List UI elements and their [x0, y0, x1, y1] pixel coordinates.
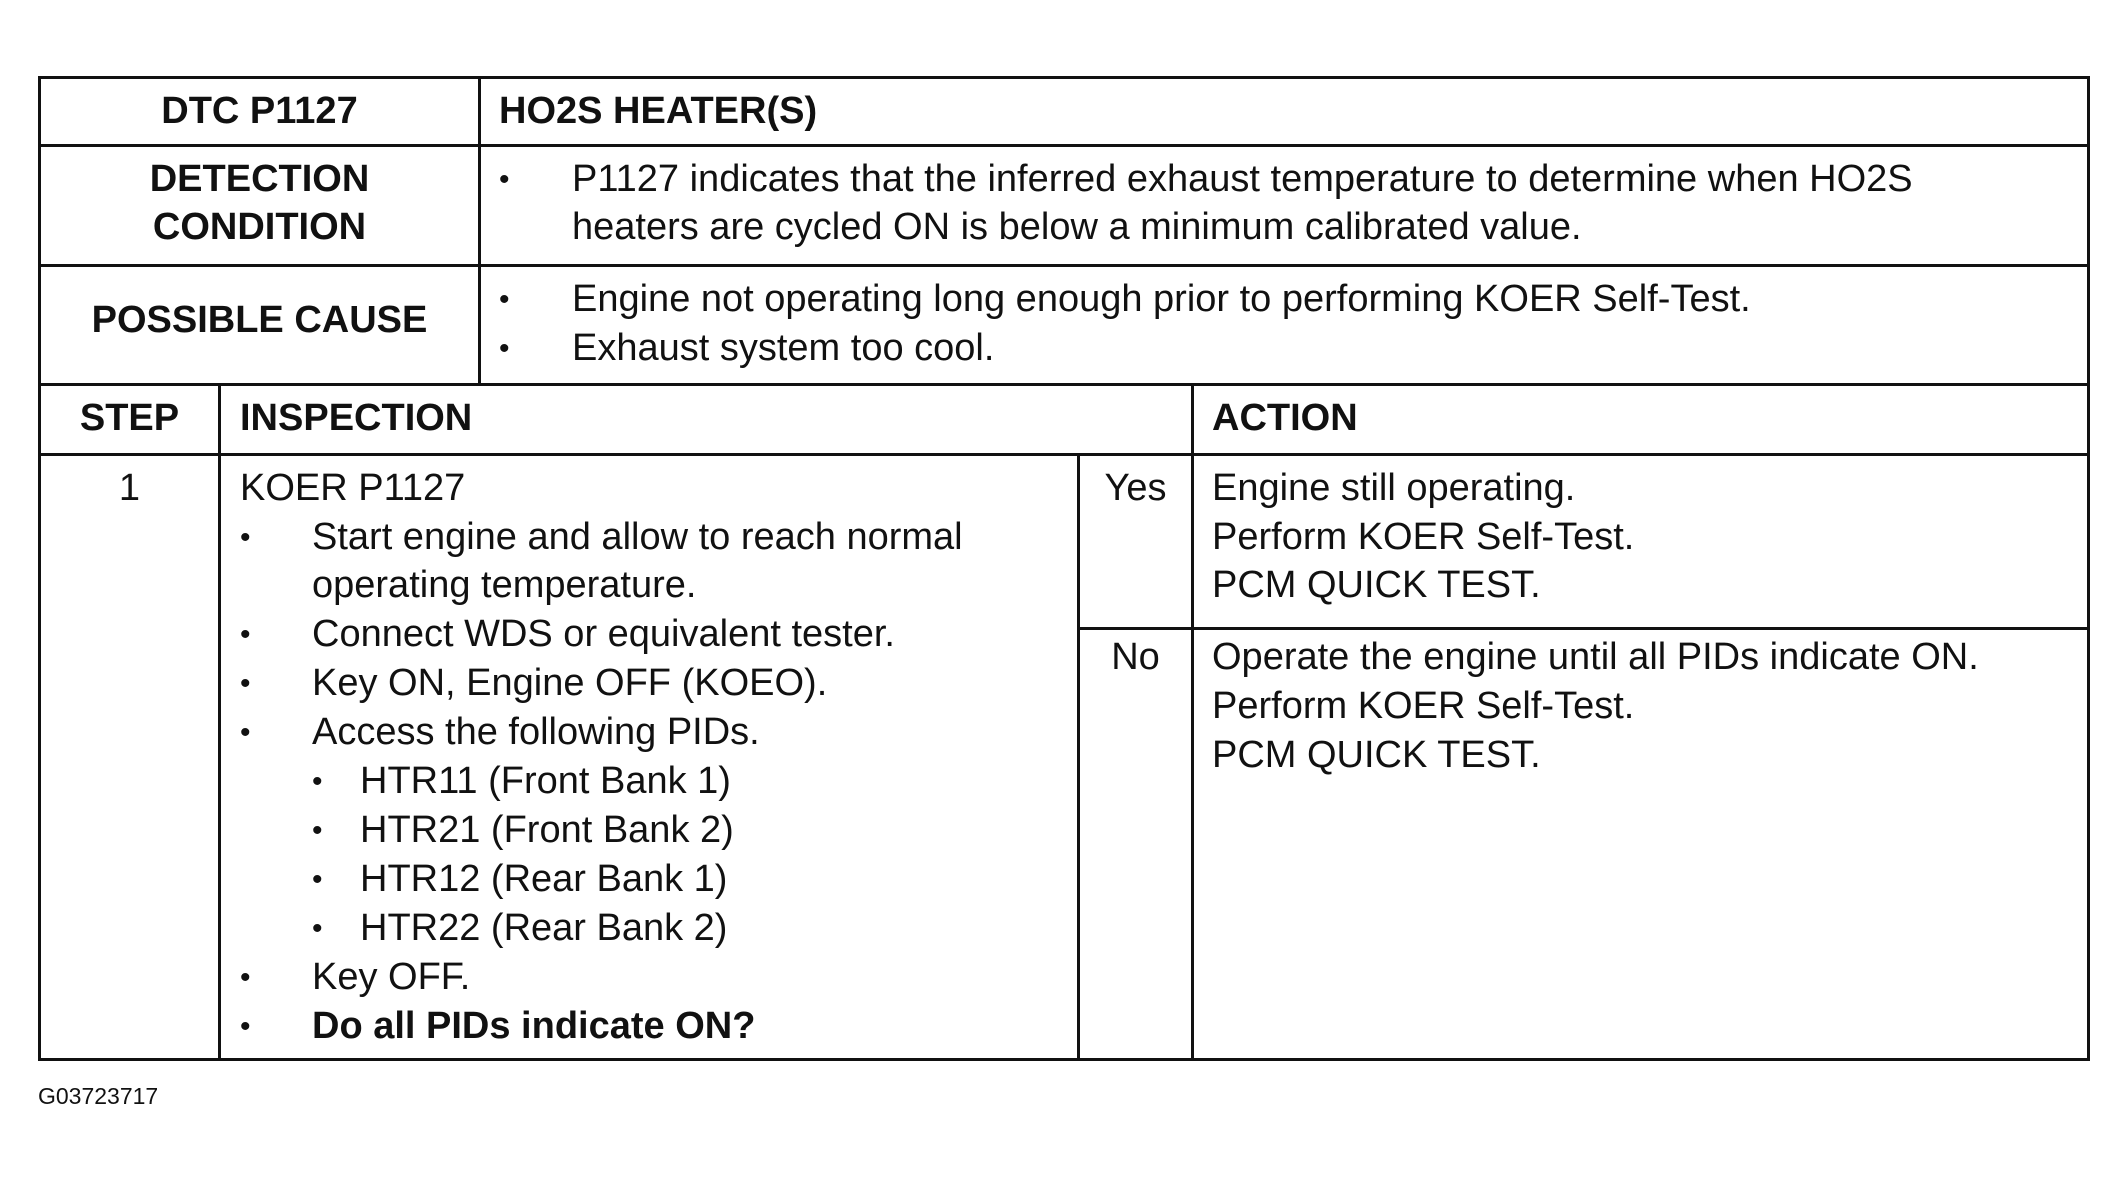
dtc-title: HO2S HEATER(S) [499, 90, 818, 132]
column-header-action: ACTION [1212, 397, 1358, 439]
col-divider-label [478, 79, 481, 383]
inspection-bullet-icon-3: • [240, 667, 251, 700]
action-no-line3: PCM QUICK TEST. [1212, 734, 1541, 776]
col-divider-yes-no [1077, 453, 1080, 1058]
action-no-line2: Perform KOER Self-Test. [1212, 685, 1635, 727]
possible-cause-item-2: Exhaust system too cool. [572, 327, 995, 369]
detection-label-line1: DETECTION [149, 158, 370, 200]
detection-bullet-icon: • [499, 163, 510, 196]
detection-text-line1: P1127 indicates that the inferred exhaust temperature to determine when HO2S [572, 158, 1913, 200]
pid-bullet-icon-4: • [312, 912, 323, 945]
pid-item-1: HTR11 (Front Bank 1) [360, 760, 731, 802]
inspection-step-4: Access the following PIDs. [312, 711, 760, 753]
inspection-bullet-icon-1: • [240, 521, 251, 554]
dtc-code-label: DTC P1127 [161, 90, 358, 132]
row-divider-columns [41, 453, 2087, 456]
possible-cause-item-1: Engine not operating long enough prior to performing KOER Self-Test. [572, 278, 1751, 320]
inspection-title: KOER P1127 [240, 467, 466, 509]
inspection-bullet-icon-2: • [240, 618, 251, 651]
step-number: 1 [118, 467, 141, 509]
row-divider-header [41, 144, 2087, 147]
inspection-question: Do all PIDs indicate ON? [312, 1005, 756, 1047]
inspection-bullet-icon-5: • [240, 961, 251, 994]
inspection-bullet-icon-6: • [240, 1010, 251, 1043]
action-yes-line2: Perform KOER Self-Test. [1212, 516, 1635, 558]
row-divider-cause [41, 383, 2087, 386]
pid-bullet-icon-1: • [312, 765, 323, 798]
col-divider-action [1191, 383, 1194, 1058]
action-yes-line3: PCM QUICK TEST. [1212, 564, 1541, 606]
action-yes-line1: Engine still operating. [1212, 467, 1576, 509]
pid-item-2: HTR21 (Front Bank 2) [360, 809, 734, 851]
cause-bullet-icon-2: • [499, 332, 510, 365]
diagnostic-table [38, 76, 2090, 1061]
cause-bullet-icon-1: • [499, 283, 510, 316]
figure-id: G03723717 [38, 1083, 159, 1109]
pid-item-3: HTR12 (Rear Bank 1) [360, 858, 728, 900]
detection-label-line2: CONDITION [152, 206, 367, 248]
column-header-inspection: INSPECTION [240, 397, 473, 439]
pid-bullet-icon-3: • [312, 863, 323, 896]
detection-text-line2: heaters are cycled ON is below a minimum calibrated value. [572, 206, 1582, 248]
action-no-line1: Operate the engine until all PIDs indicate ON. [1212, 636, 1979, 678]
possible-cause-label: POSSIBLE CAUSE [91, 299, 428, 341]
result-no-label: No [1111, 636, 1160, 678]
col-divider-step [218, 383, 221, 1058]
result-yes-label: Yes [1104, 467, 1167, 509]
column-header-step: STEP [79, 397, 180, 439]
inspection-step-3: Key ON, Engine OFF (KOEO). [312, 662, 828, 704]
pid-item-4: HTR22 (Rear Bank 2) [360, 907, 728, 949]
inspection-bullet-icon-4: • [240, 716, 251, 749]
inspection-step-1-line1: Start engine and allow to reach normal [312, 516, 963, 558]
row-divider-yes-no [1077, 627, 2087, 630]
row-divider-detection [41, 264, 2087, 267]
inspection-step-5: Key OFF. [312, 956, 471, 998]
pid-bullet-icon-2: • [312, 814, 323, 847]
inspection-step-1-line2: operating temperature. [312, 564, 697, 606]
inspection-step-2: Connect WDS or equivalent tester. [312, 613, 895, 655]
